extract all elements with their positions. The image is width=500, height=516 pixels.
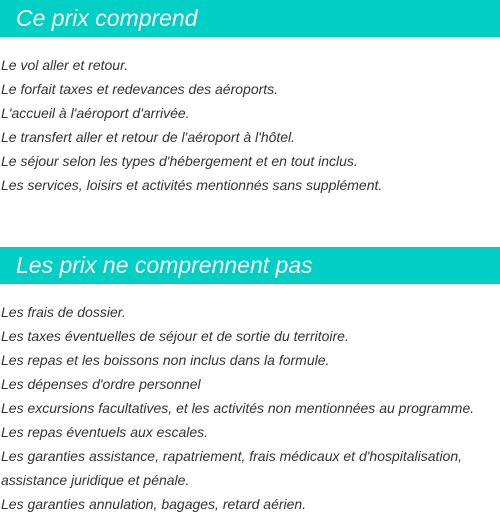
excludes-list	[1, 300, 497, 516]
list-item: L'accueil à l'aéroport d'arrivée.	[1, 105, 190, 121]
list-item: Les repas éventuels aux escales.	[1, 424, 209, 440]
list-item: Le transfert aller et retour de l'aéroport à l'hôtel.	[1, 129, 296, 145]
list-item: Les taxes éventuelles de séjour et de sortie du territoire.	[1, 328, 349, 344]
list-item: Le forfait taxes et redevances des aéroports.	[1, 81, 279, 97]
includes-section-heading: Ce prix comprend	[0, 0, 500, 37]
list-item: Le vol aller et retour.	[1, 57, 129, 73]
list-item: Les dépenses d'ordre personnel	[1, 376, 201, 392]
list-item: Les services, loisirs et activités mentionnés sans supplément.	[1, 177, 383, 193]
excludes-section-heading: Les prix ne comprennent pas	[0, 247, 500, 284]
list-item: Le séjour selon les types d'hébergement et en tout inclus.	[1, 153, 358, 169]
list-item: Les repas et les boissons non inclus dans la formule.	[1, 352, 330, 368]
includes-list	[1, 53, 497, 197]
list-item: Les frais de dossier.	[1, 304, 126, 320]
list-item: Les excursions facultatives, et les activités non mentionnées au programme.	[1, 400, 475, 416]
list-item: Les garanties assistance, rapatriement, frais médicaux et d'hospitalisation, assistance juridique et pénale.	[1, 448, 463, 488]
list-item: Les garanties annulation, bagages, retard aérien.	[1, 496, 307, 512]
